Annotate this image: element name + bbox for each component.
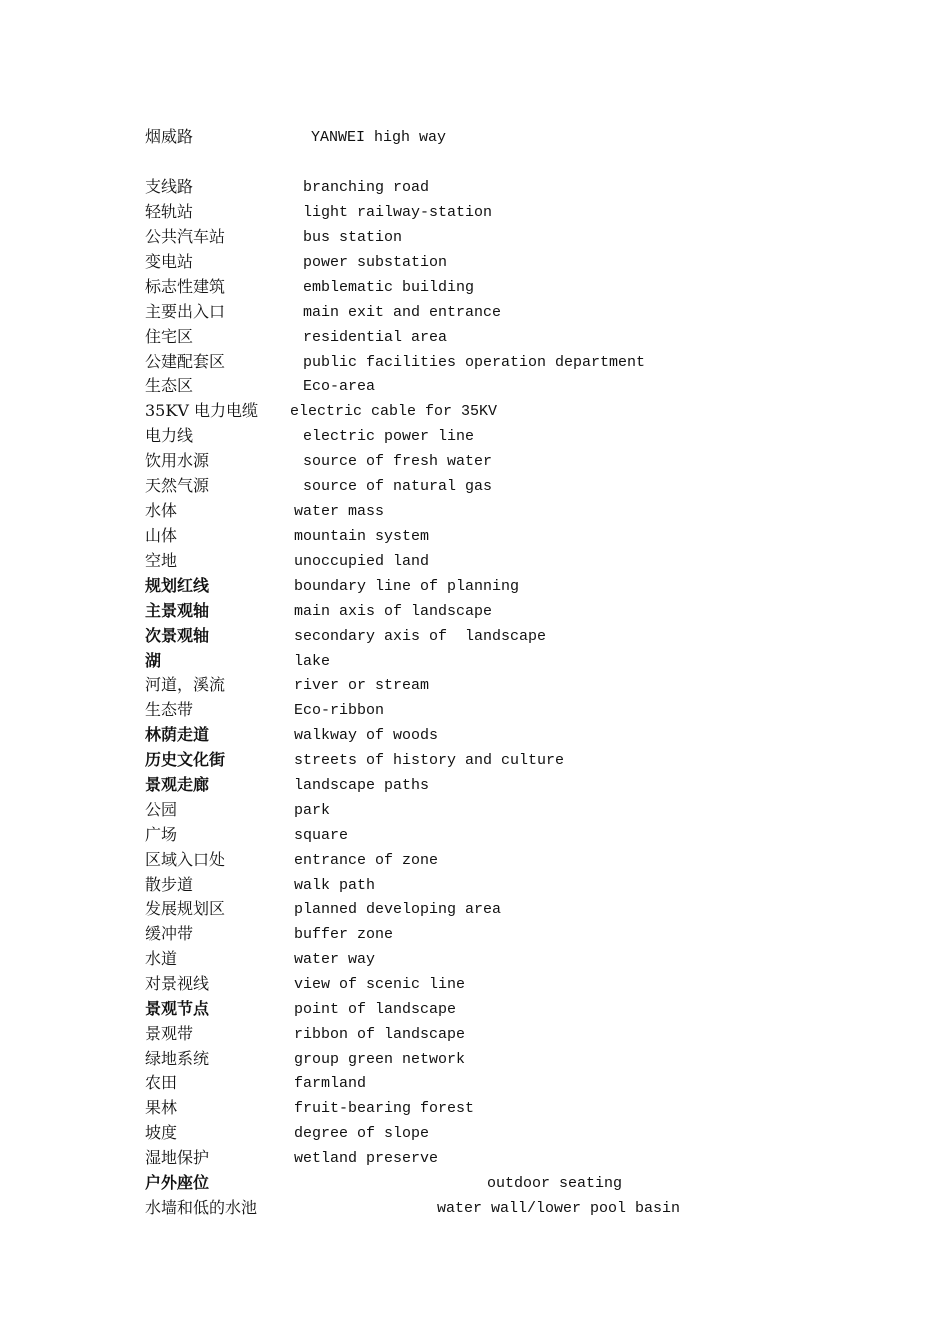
english-term: mountain system xyxy=(294,528,430,545)
glossary-row xyxy=(0,425,950,447)
glossary-row xyxy=(0,326,950,348)
english-term: outdoor seating xyxy=(487,1175,623,1192)
glossary-row xyxy=(0,1197,950,1219)
english-term: residential area xyxy=(303,329,448,346)
glossary-row xyxy=(0,849,950,871)
english-term: main exit and entrance xyxy=(303,304,502,321)
chinese-term: 烟威路 xyxy=(145,127,194,146)
glossary-row xyxy=(0,948,950,970)
chinese-term: 湿地保护 xyxy=(145,1148,210,1167)
glossary-row xyxy=(0,1122,950,1144)
chinese-term: 水道 xyxy=(145,949,178,968)
chinese-term: 电力线 xyxy=(145,426,194,445)
glossary-row xyxy=(0,600,950,622)
glossary-row xyxy=(0,1023,950,1045)
chinese-term: 农田 xyxy=(145,1073,178,1092)
english-term: water wall/lower pool basin xyxy=(437,1200,681,1217)
english-term: public facilities operation department xyxy=(303,354,646,371)
glossary-row xyxy=(0,674,950,696)
glossary-row xyxy=(0,973,950,995)
chinese-term: 散步道 xyxy=(145,875,194,894)
chinese-term: 果林 xyxy=(145,1098,178,1117)
english-term: electric power line xyxy=(303,428,475,445)
chinese-term: 湖 xyxy=(145,651,162,670)
chinese-term: 缓冲带 xyxy=(145,924,194,943)
english-term: river or stream xyxy=(294,677,430,694)
glossary-row xyxy=(0,749,950,771)
english-term: source of natural gas xyxy=(303,478,493,495)
english-term: point of landscape xyxy=(294,1001,457,1018)
english-term: water mass xyxy=(294,503,385,520)
english-term: lake xyxy=(294,653,331,670)
english-term: group green network xyxy=(294,1051,466,1068)
chinese-term: 公建配套区 xyxy=(145,352,226,371)
glossary-row xyxy=(0,874,950,896)
glossary-row xyxy=(0,475,950,497)
glossary-row xyxy=(0,276,950,298)
english-term: electric cable for 35KV xyxy=(290,403,498,420)
chinese-term: 住宅区 xyxy=(145,327,194,346)
glossary-row xyxy=(0,774,950,796)
chinese-term: 对景视线 xyxy=(145,974,210,993)
glossary-row xyxy=(0,625,950,647)
glossary-row xyxy=(0,351,950,373)
glossary-row xyxy=(0,1147,950,1169)
chinese-term: 次景观轴 xyxy=(145,626,210,645)
chinese-term: 区域入口处 xyxy=(145,850,226,869)
chinese-term: 生态区 xyxy=(145,376,194,395)
chinese-term: 山体 xyxy=(145,526,178,545)
english-term: planned developing area xyxy=(294,901,502,918)
english-term: square xyxy=(294,827,349,844)
english-term: YANWEI high way xyxy=(311,129,447,146)
chinese-term: 35KV 电力电缆 xyxy=(145,401,258,420)
chinese-term: 河道，溪流 xyxy=(145,675,226,694)
glossary-row xyxy=(0,824,950,846)
glossary-row xyxy=(0,699,950,721)
english-term: view of scenic line xyxy=(294,976,466,993)
english-term: light railway-station xyxy=(303,204,493,221)
english-term: main axis of landscape xyxy=(294,603,493,620)
english-term: park xyxy=(294,802,331,819)
chinese-term: 天然气源 xyxy=(145,476,210,495)
english-term: landscape paths xyxy=(294,777,430,794)
glossary-row xyxy=(0,923,950,945)
glossary-row xyxy=(0,400,950,422)
english-term: source of fresh water xyxy=(303,453,493,470)
english-term: Eco-area xyxy=(303,378,376,395)
english-term: buffer zone xyxy=(294,926,394,943)
chinese-term: 广场 xyxy=(145,825,178,844)
glossary-row xyxy=(0,126,950,148)
chinese-term: 主景观轴 xyxy=(145,601,210,620)
chinese-term: 规划红线 xyxy=(145,576,210,595)
english-term: degree of slope xyxy=(294,1125,430,1142)
chinese-term: 主要出入口 xyxy=(145,302,226,321)
chinese-term: 饮用水源 xyxy=(145,451,210,470)
chinese-term: 变电站 xyxy=(145,252,194,271)
glossary-row xyxy=(0,450,950,472)
glossary-row xyxy=(0,1172,950,1194)
chinese-term: 生态带 xyxy=(145,700,194,719)
chinese-term: 林荫走道 xyxy=(145,725,210,744)
chinese-term: 景观节点 xyxy=(145,999,210,1018)
glossary-row xyxy=(0,799,950,821)
glossary-row xyxy=(0,650,950,672)
chinese-term: 历史文化街 xyxy=(145,750,226,769)
chinese-term: 支线路 xyxy=(145,177,194,196)
english-term: farmland xyxy=(294,1075,367,1092)
chinese-term: 户外座位 xyxy=(145,1173,210,1192)
chinese-term: 绿地系统 xyxy=(145,1049,210,1068)
glossary-row xyxy=(0,575,950,597)
english-term: walkway of woods xyxy=(294,727,439,744)
english-term: emblematic building xyxy=(303,279,475,296)
chinese-term: 水体 xyxy=(145,501,178,520)
chinese-term: 公园 xyxy=(145,800,178,819)
english-term: secondary axis of landscape xyxy=(294,628,547,645)
chinese-term: 景观带 xyxy=(145,1024,194,1043)
chinese-term: 标志性建筑 xyxy=(145,277,226,296)
english-term: bus station xyxy=(303,229,403,246)
chinese-term: 轻轨站 xyxy=(145,202,194,221)
glossary-row xyxy=(0,251,950,273)
glossary-row xyxy=(0,301,950,323)
chinese-term: 空地 xyxy=(145,551,178,570)
glossary-row xyxy=(0,1072,950,1094)
english-term: power substation xyxy=(303,254,448,271)
glossary-row xyxy=(0,176,950,198)
glossary-row xyxy=(0,998,950,1020)
english-term: unoccupied land xyxy=(294,553,430,570)
glossary-row xyxy=(0,226,950,248)
english-term: streets of history and culture xyxy=(294,752,565,769)
glossary-row xyxy=(0,724,950,746)
english-term: Eco-ribbon xyxy=(294,702,385,719)
english-term: ribbon of landscape xyxy=(294,1026,466,1043)
glossary-row xyxy=(0,500,950,522)
glossary-row xyxy=(0,1097,950,1119)
glossary-row xyxy=(0,375,950,397)
english-term: water way xyxy=(294,951,376,968)
chinese-term: 水墙和低的水池 xyxy=(145,1198,258,1217)
glossary-row xyxy=(0,898,950,920)
english-term: fruit-bearing forest xyxy=(294,1100,475,1117)
glossary-row xyxy=(0,201,950,223)
english-term: wetland preserve xyxy=(294,1150,439,1167)
chinese-term: 坡度 xyxy=(145,1123,178,1142)
glossary-row xyxy=(0,1048,950,1070)
english-term: walk path xyxy=(294,877,376,894)
glossary-row xyxy=(0,525,950,547)
glossary-row xyxy=(0,550,950,572)
chinese-term: 景观走廊 xyxy=(145,775,210,794)
chinese-term: 发展规划区 xyxy=(145,899,226,918)
english-term: entrance of zone xyxy=(294,852,439,869)
english-term: boundary line of planning xyxy=(294,578,520,595)
chinese-term: 公共汽车站 xyxy=(145,227,226,246)
english-term: branching road xyxy=(303,179,430,196)
